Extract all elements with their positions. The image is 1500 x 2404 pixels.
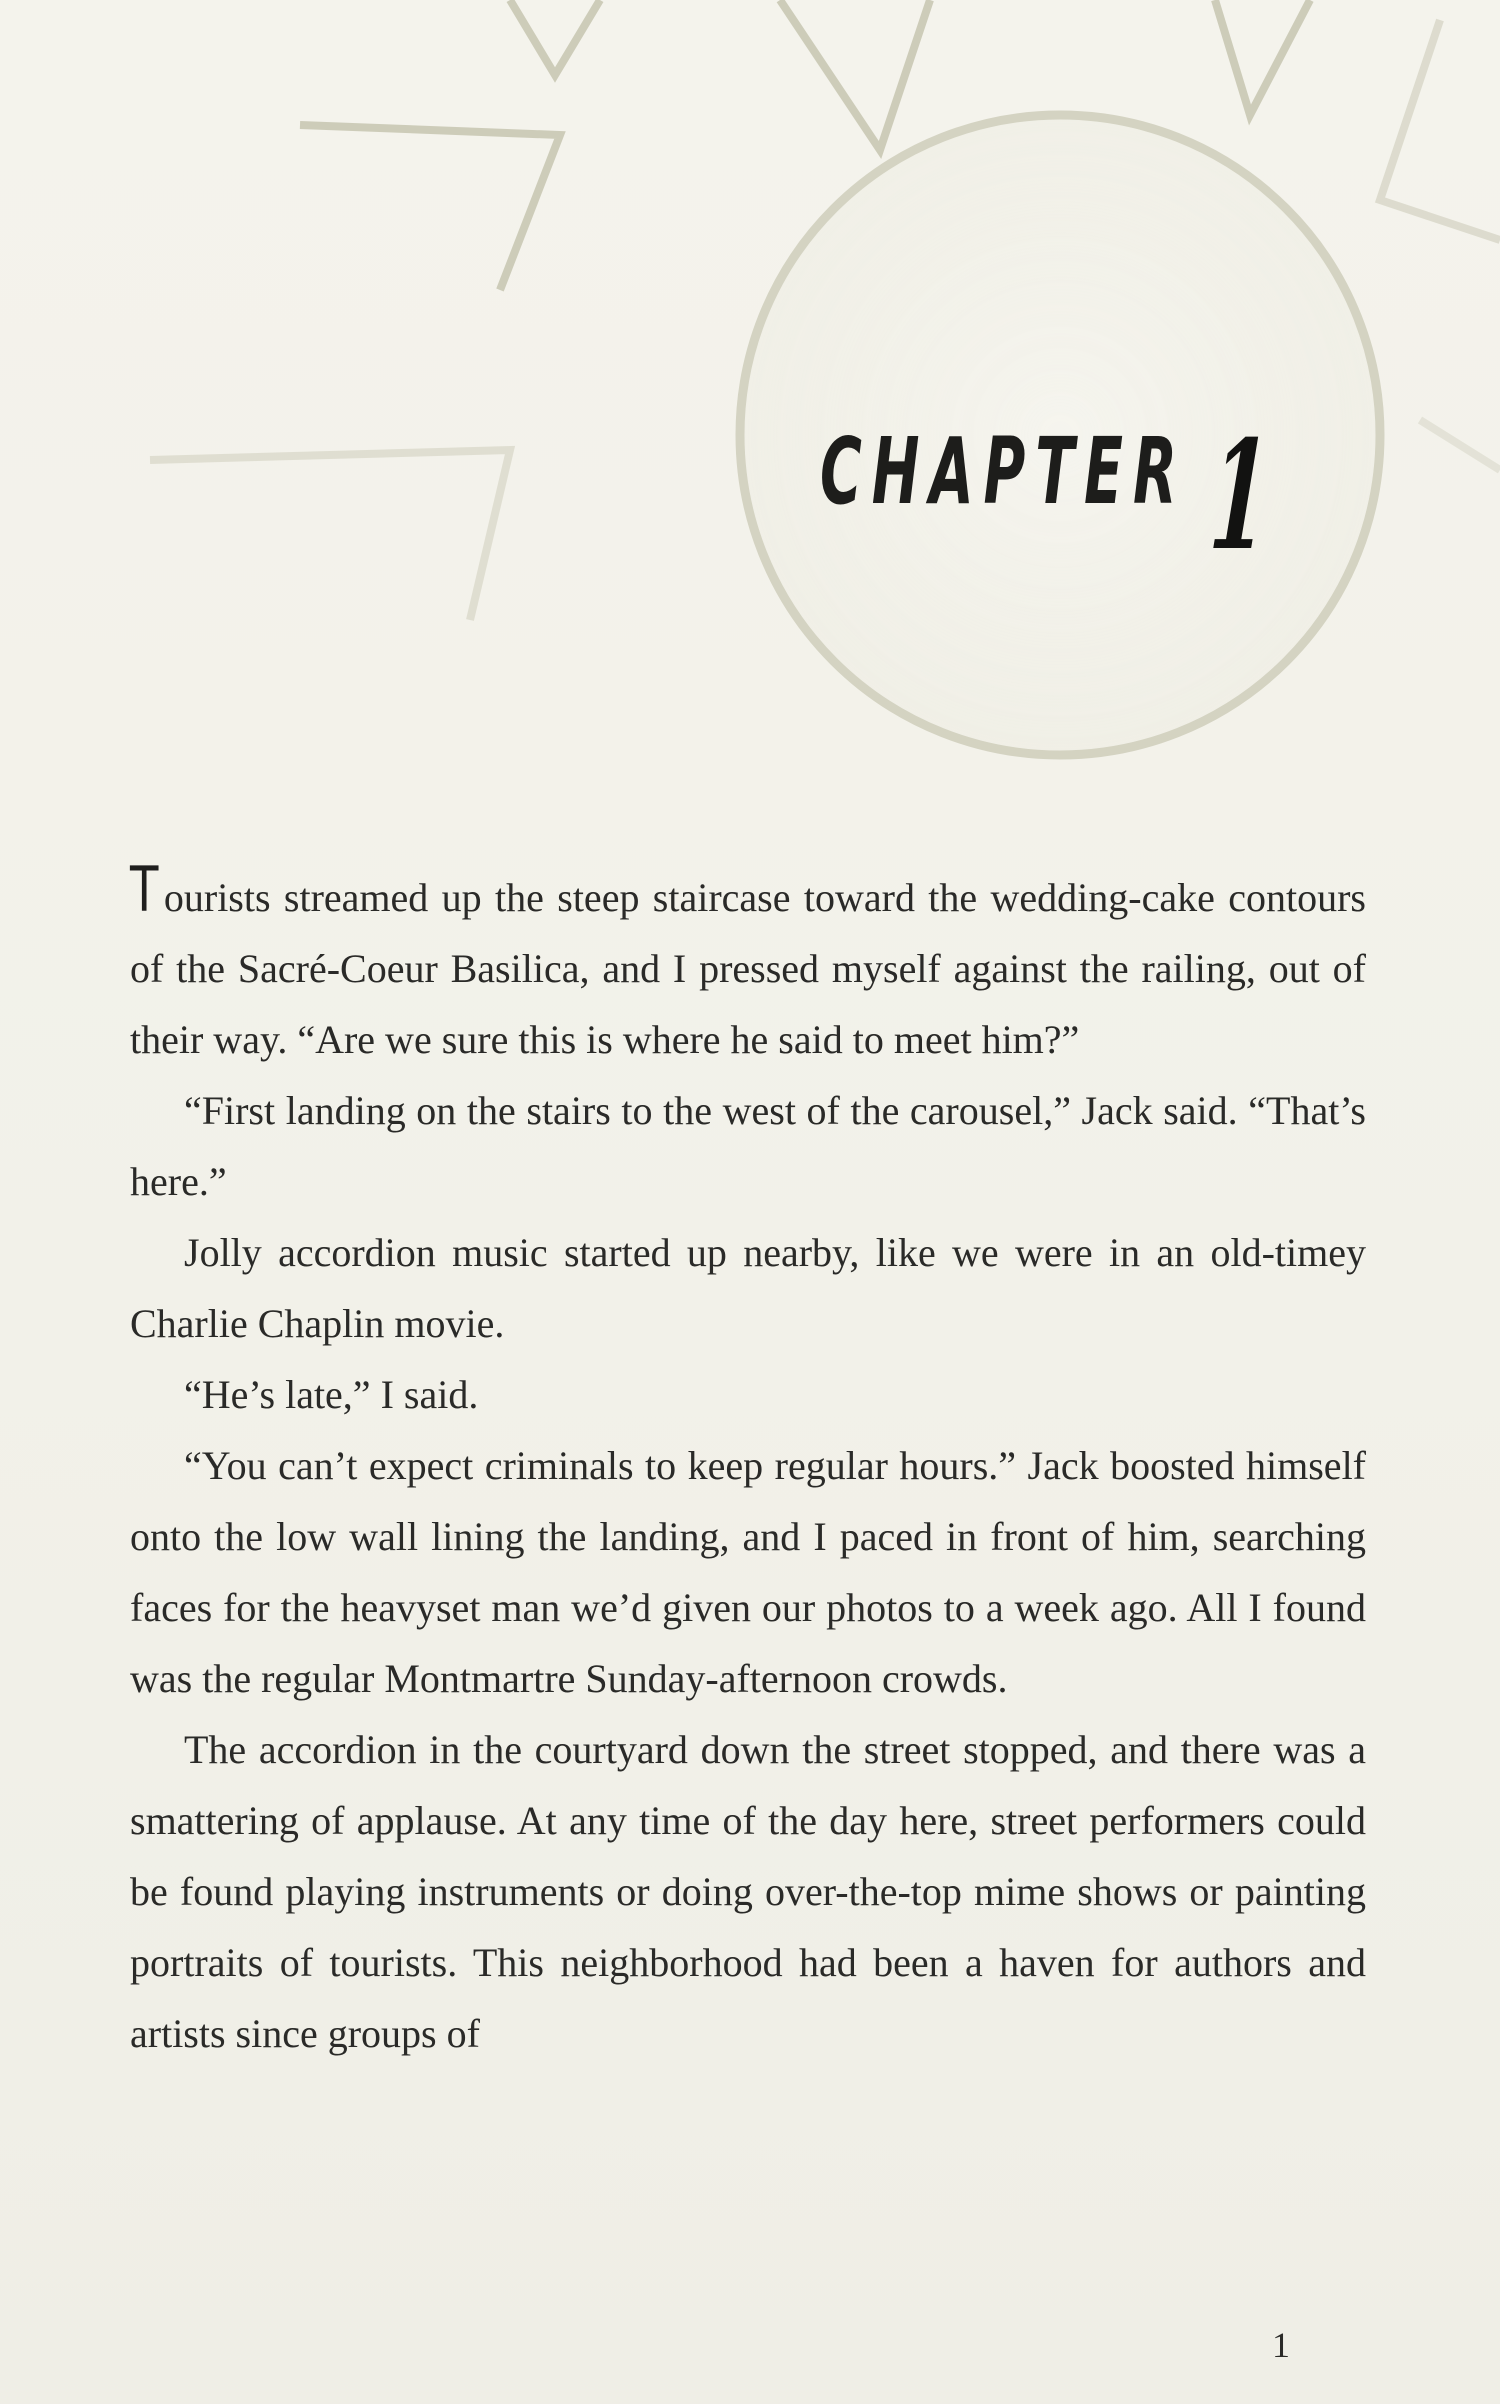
sun-ray-top-mid [780, 0, 930, 150]
sun-ray-top-right [1215, 0, 1310, 115]
sun-ray-left-upper [300, 125, 560, 290]
sun-ray-right-lower [1420, 420, 1500, 470]
paragraph-text: ourists streamed up the steep staircase toward the wedding-cake contours of the Sacré-Coeur Basilica, and I pressed myself against the railing, out of their way. “Are we sure this is where he said to meet him?” [130, 875, 1366, 1062]
sun-ray-right [1380, 20, 1500, 240]
paragraph: “He’s late,” I said. [184, 1372, 479, 1417]
chapter-heading [820, 408, 1380, 588]
paragraph: “First landing on the stairs to the west of the carousel,” Jack said. “That’s here.” [130, 1088, 1366, 1204]
paragraph: “You can’t expect criminals to keep regular hours.” Jack boosted himself onto the low wall lining the landing, and I paced in front of him, searching faces for the heavyset man we’d given our photos to a week ago. All I found was the regular Montmartre Sunday-afternoon crowds. [130, 1443, 1366, 1701]
chapter-body [130, 853, 1366, 2069]
sun-ray-top-left [510, 0, 600, 75]
sun-ray-left-lower [150, 450, 510, 620]
chapter-number: 1 [1205, 408, 1274, 584]
paragraph: The accordion in the courtyard down the street stopped, and there was a smattering of applause. At any time of the day here, street performers could be found playing instruments or doing over-the-top mime shows or painting portraits of tourists. This neighborhood had been a haven for authors and artists since groups of [130, 1727, 1366, 2056]
paragraph: Tourists streamed up the steep staircase toward the wedding-cake contours of the Sacré-Coeur Basilica, and I pressed myself against the railing, out of their way. “Are we sure this is where he said to meet him?” [130, 853, 1366, 1062]
chapter-label: CHAPTER [820, 418, 1187, 525]
page-number: 1 [1272, 2325, 1290, 2365]
paragraph: Jolly accordion music started up nearby, like we were in an old-timey Charlie Chaplin movie. [130, 1230, 1366, 1346]
